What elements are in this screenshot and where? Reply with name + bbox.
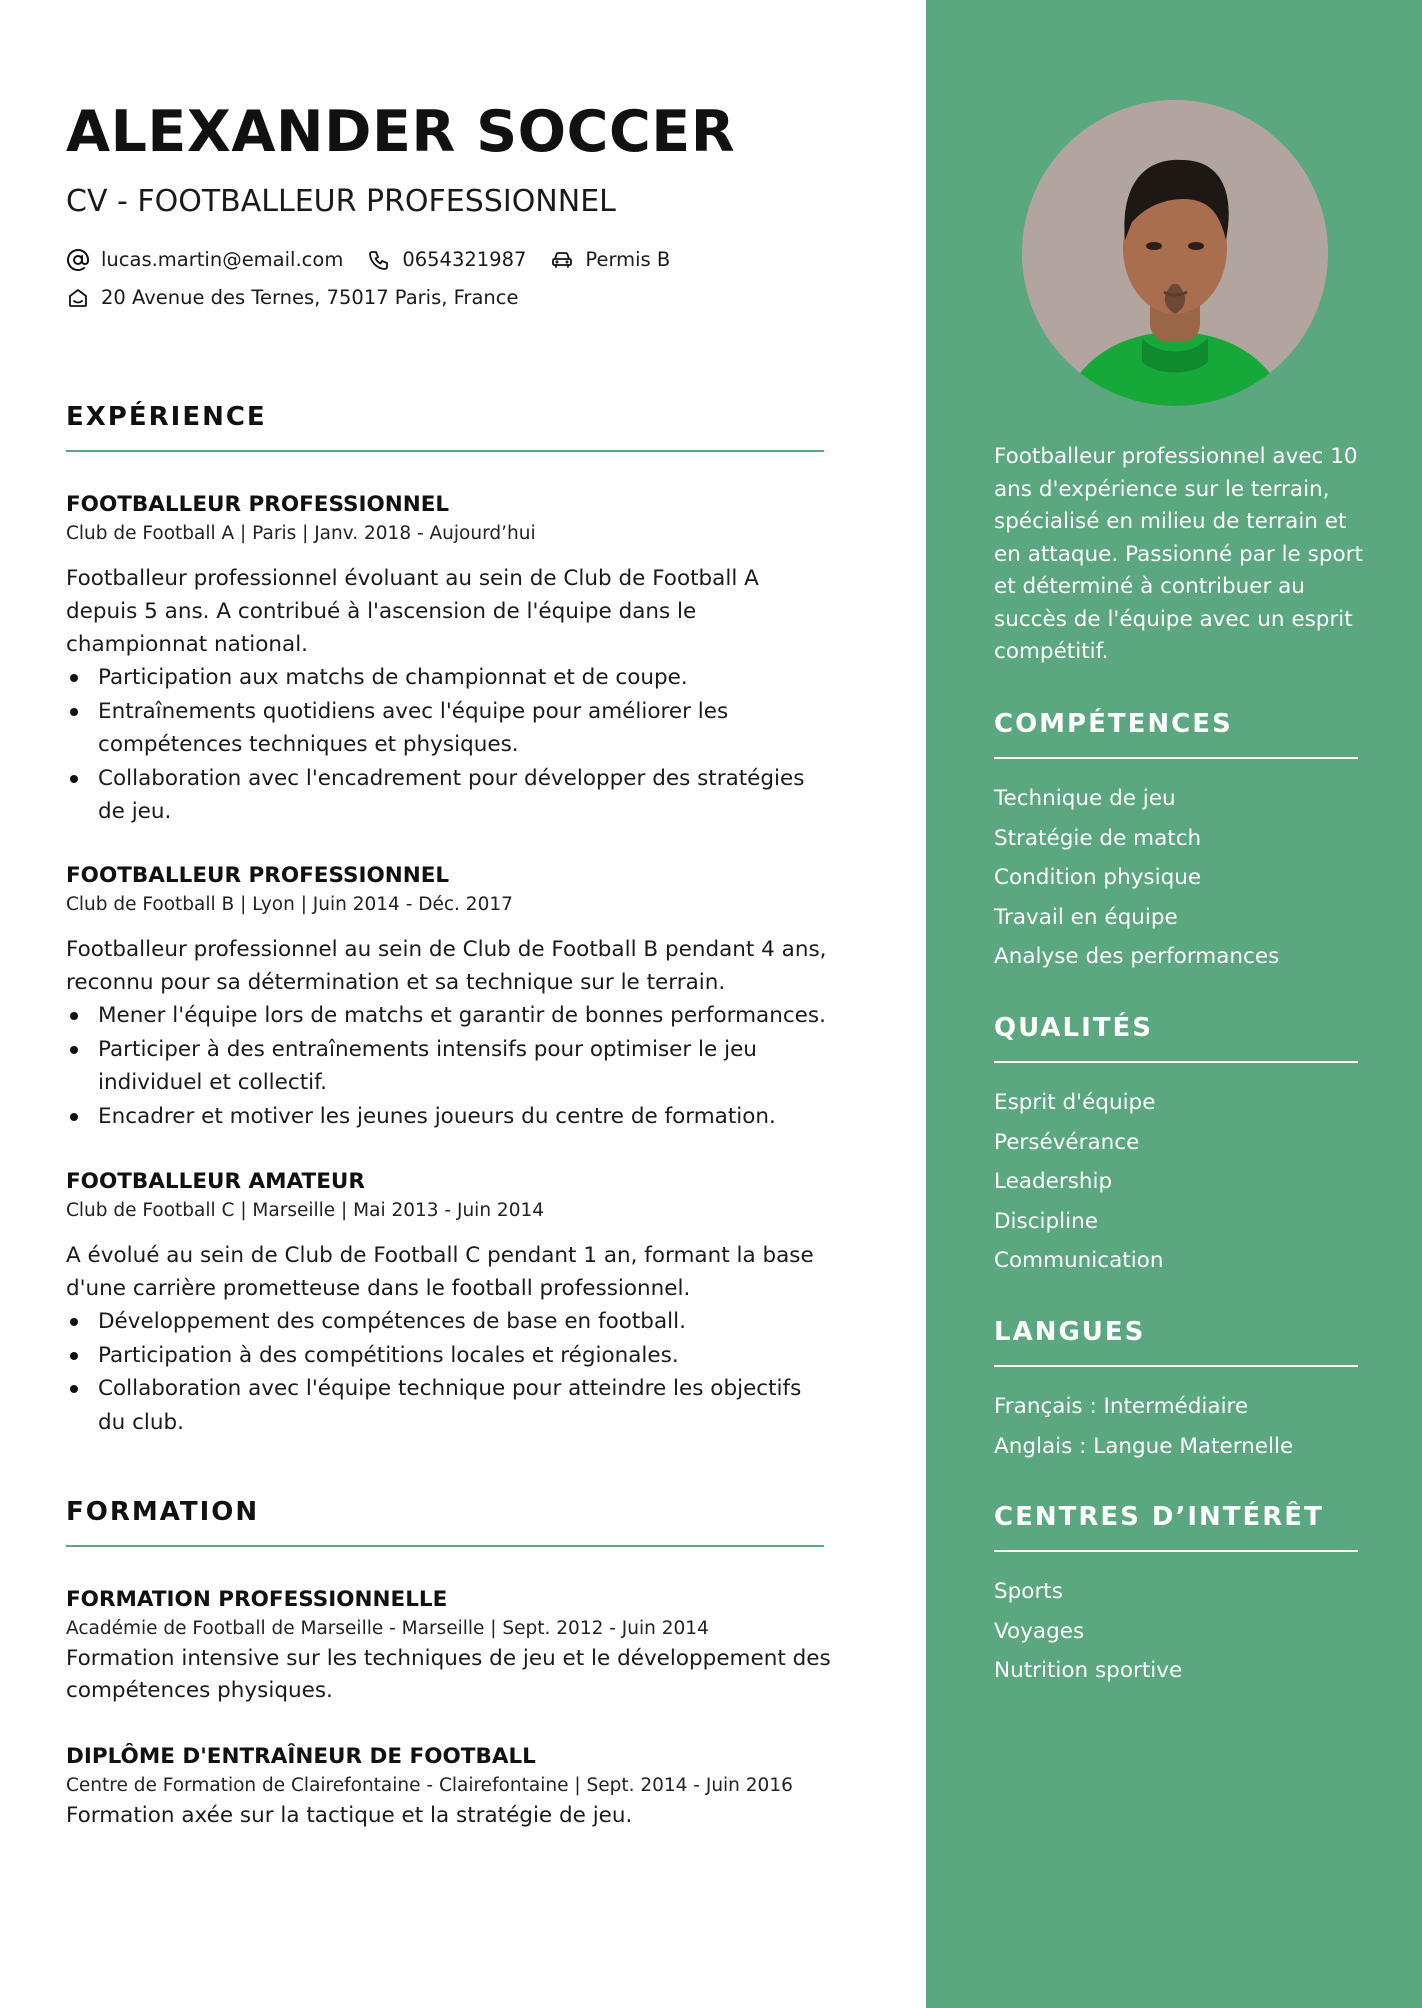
at-sign-icon	[66, 248, 90, 272]
experience-heading: EXPÉRIENCE	[66, 402, 267, 432]
job-bullet: Participation à des compétitions locales et régionales.	[66, 1339, 832, 1373]
job-entry	[66, 490, 832, 829]
candidate-name: ALEXANDER SOCCER	[66, 99, 736, 165]
languages-divider	[994, 1365, 1358, 1367]
interests-divider	[994, 1550, 1358, 1552]
education-heading: FORMATION	[66, 1497, 260, 1527]
home-icon	[66, 286, 90, 310]
skill-item: Stratégie de match	[994, 825, 1202, 851]
contact-address	[66, 285, 518, 311]
cv-subtitle: CV - FOOTBALLEUR PROFESSIONNEL	[66, 184, 616, 219]
job-description: Footballeur professionnel au sein de Club de Football B pendant 4 ans, reconnu pour sa détermination et sa technique sur le terrain.	[66, 937, 827, 995]
portrait-image	[1022, 100, 1328, 406]
skill-item: Condition physique	[994, 865, 1202, 891]
experience-divider	[66, 450, 824, 452]
car-icon	[550, 248, 574, 272]
job-bullet: Collaboration avec l'équipe technique pour atteindre les objectifs du club.	[66, 1372, 832, 1439]
job-bullet-list	[66, 661, 832, 829]
skills-divider	[994, 757, 1358, 759]
job-meta: Club de Football C | Marseille | Mai 2013 - Juin 2014	[66, 1200, 545, 1221]
interests-heading: CENTRES D’INTÉRÊT	[994, 1502, 1324, 1532]
job-bullet: Entraînements quotidiens avec l'équipe pour améliorer les compétences techniques et physiques.	[66, 695, 832, 762]
education-entry	[66, 1585, 866, 1707]
interests-list	[994, 1572, 1182, 1691]
languages-list	[994, 1387, 1293, 1466]
education-title: FORMATION PROFESSIONNELLE	[66, 1587, 448, 1612]
contact-phone	[367, 247, 526, 273]
skill-item: Analyse des performances	[994, 944, 1280, 970]
job-bullet: Mener l'équipe lors de matchs et garantir de bonnes performances.	[66, 999, 832, 1033]
profile-photo	[1022, 100, 1328, 406]
interest-item: Voyages	[994, 1618, 1085, 1644]
language-item: Français : Intermédiaire	[994, 1394, 1249, 1419]
quality-item: Persévérance	[994, 1129, 1140, 1155]
education-divider	[66, 1545, 824, 1547]
job-meta: Club de Football B | Lyon | Juin 2014 - Déc. 2017	[66, 894, 513, 915]
address-text: 20 Avenue des Ternes, 75017 Paris, France	[101, 286, 519, 309]
skills-list	[994, 779, 1279, 977]
email-text: lucas.martin@email.com	[101, 248, 344, 271]
education-description: Formation intensive sur les techniques de jeu et le développement des compétences physiques.	[66, 1646, 831, 1703]
job-bullet: Collaboration avec l'encadrement pour développer des stratégies de jeu.	[66, 762, 832, 829]
job-bullet: Participation aux matchs de championnat et de coupe.	[66, 661, 832, 695]
interest-item: Sports	[994, 1579, 1063, 1604]
skills-heading: COMPÉTENCES	[994, 709, 1233, 739]
license-text: Permis B	[585, 248, 671, 271]
job-description: A évolué au sein de Club de Football C pendant 1 an, formant la base d'une carrière prometteuse dans le football professionnel.	[66, 1243, 814, 1301]
job-meta: Club de Football A | Paris | Janv. 2018 - Aujourd’hui	[66, 523, 536, 544]
education-title: DIPLÔME D'ENTRAÎNEUR DE FOOTBALL	[66, 1744, 536, 1769]
education-description: Formation axée sur la tactique et la stratégie de jeu.	[66, 1803, 633, 1828]
education-meta: Académie de Football de Marseille - Marseille | Sept. 2012 - Juin 2014	[66, 1618, 709, 1639]
education-meta: Centre de Formation de Clairefontaine - Clairefontaine | Sept. 2014 - Juin 2016	[66, 1775, 793, 1796]
qualities-divider	[994, 1061, 1358, 1063]
job-bullet: Encadrer et motiver les jeunes joueurs du centre de formation.	[66, 1100, 832, 1134]
skill-item: Technique de jeu	[994, 786, 1176, 811]
job-entry	[66, 861, 832, 1133]
skill-item: Travail en équipe	[994, 904, 1178, 930]
job-bullet-list	[66, 1305, 832, 1439]
contact-email	[66, 247, 343, 273]
quality-item: Leadership	[994, 1169, 1113, 1195]
phone-text: 0654321987	[402, 248, 527, 271]
quality-item: Communication	[994, 1248, 1164, 1274]
job-bullet: Développement des compétences de base en football.	[66, 1305, 832, 1339]
job-bullet-list	[66, 999, 832, 1133]
job-description: Footballeur professionnel évoluant au sein de Club de Football A depuis 5 ans. A contribué à l'ascension de l'équipe dans le championnat national.	[66, 566, 759, 657]
job-title: FOOTBALLEUR PROFESSIONNEL	[66, 492, 450, 517]
job-bullet: Participer à des entraînements intensifs pour optimiser le jeu individuel et collectif.	[66, 1033, 832, 1100]
phone-icon	[367, 248, 391, 272]
job-entry	[66, 1167, 832, 1439]
qualities-heading: QUALITÉS	[994, 1013, 1153, 1043]
quality-item: Esprit d'équipe	[994, 1090, 1156, 1115]
languages-heading: LANGUES	[994, 1317, 1146, 1347]
contact-license	[550, 247, 670, 273]
profile-summary: Footballeur professionnel avec 10 ans d'expérience sur le terrain, spécialisé en milieu de terrain et en attaque. Passionné par le sport et déterminé à contribuer au succès de l'équipe avec un esprit compétitif.	[994, 444, 1363, 664]
quality-item: Discipline	[994, 1208, 1098, 1234]
qualities-list	[994, 1083, 1163, 1281]
education-entry	[66, 1742, 866, 1832]
interest-item: Nutrition sportive	[994, 1658, 1183, 1684]
contact-row-2	[66, 285, 542, 311]
language-item: Anglais : Langue Maternelle	[994, 1433, 1294, 1459]
contact-row-1	[66, 247, 694, 273]
job-title: FOOTBALLEUR AMATEUR	[66, 1169, 365, 1194]
job-title: FOOTBALLEUR PROFESSIONNEL	[66, 863, 450, 888]
